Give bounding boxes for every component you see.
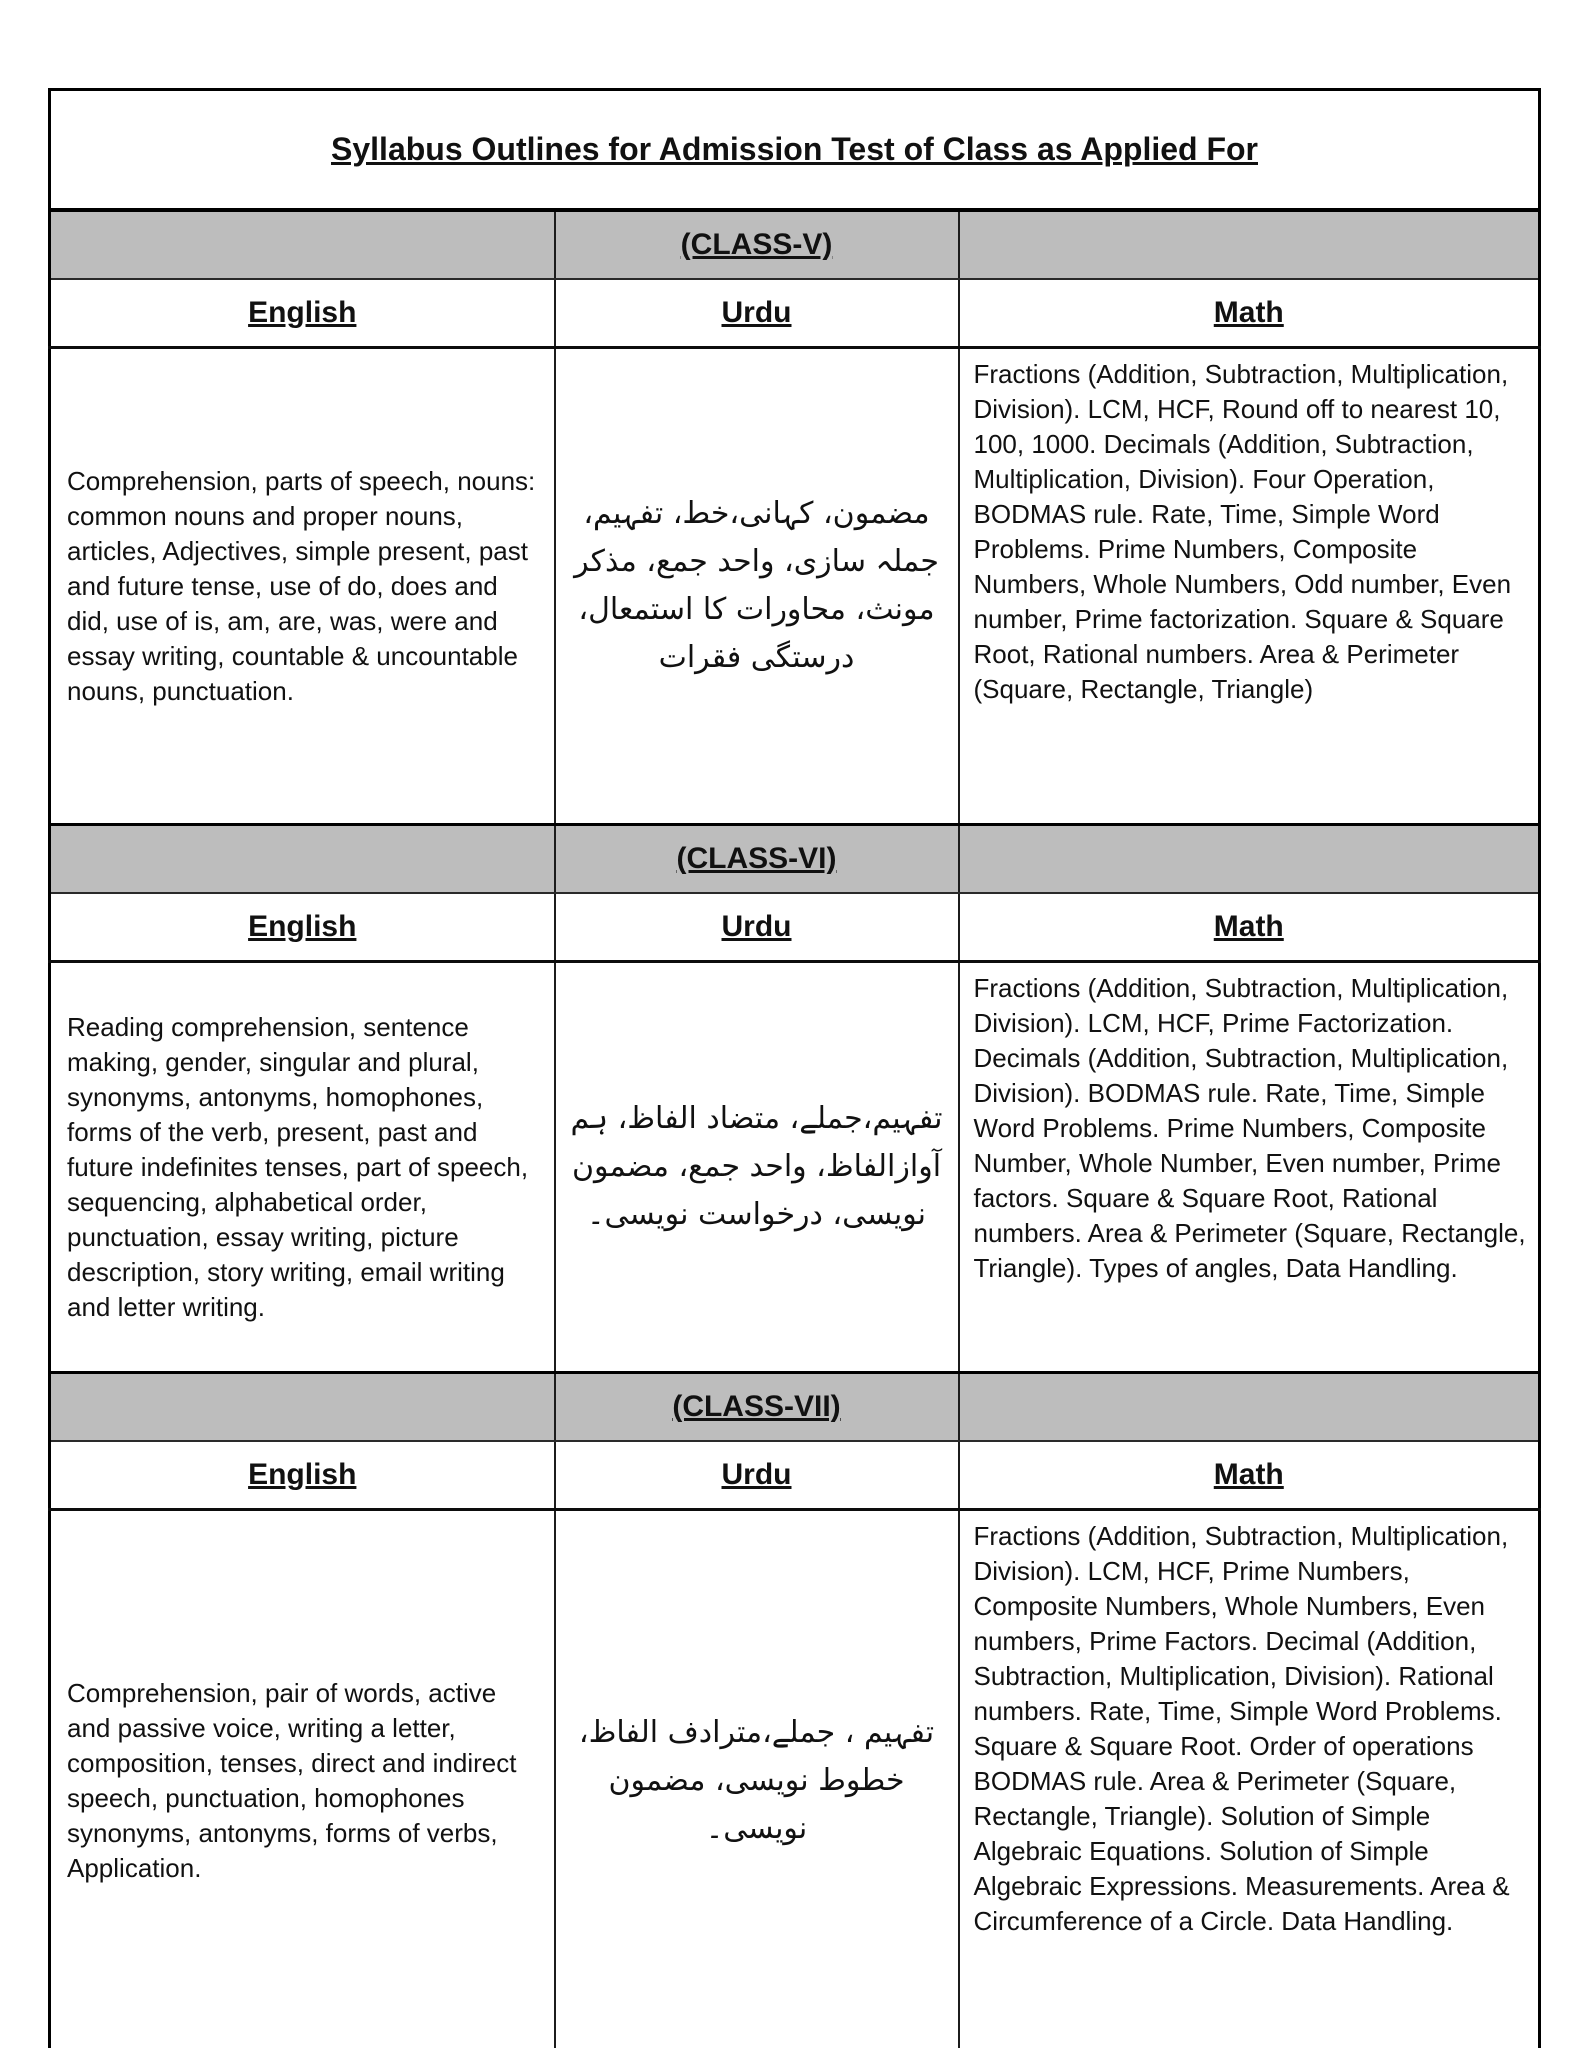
column-header-urdu: Urdu xyxy=(721,296,792,329)
column-header-english: English xyxy=(248,1458,357,1491)
header-urdu-cell xyxy=(555,893,959,962)
column-header-english: English xyxy=(248,296,357,329)
class-vi-english-cell: Reading comprehension, sentence making, gender, singular and plural, synonyms, antonyms, homophones, forms of the verb, present, past and future indefinites tenses, part of speech, sequencing, alphabetical order, punctuation, essay writing, picture description, story writing, email writing and letter writing. xyxy=(50,962,555,1373)
section-spacer-left xyxy=(50,1373,555,1442)
header-math-cell xyxy=(959,279,1540,348)
header-row-class-v xyxy=(50,279,1540,348)
header-urdu-cell xyxy=(555,1441,959,1510)
column-header-math: Math xyxy=(1213,1458,1284,1491)
header-row-class-vii xyxy=(50,1441,1540,1510)
column-header-urdu: Urdu xyxy=(721,910,792,943)
class-vii-urdu-cell: تفہیم ، جملے،مترادف الفاظ، خطوط نویسی، مضمون نویسی۔ xyxy=(555,1510,959,2048)
section-spacer-right xyxy=(959,1373,1540,1442)
section-spacer-left xyxy=(50,825,555,894)
header-math-cell xyxy=(959,893,1540,962)
column-header-math: Math xyxy=(1213,296,1284,329)
class-vii-label: (CLASS-VII) xyxy=(672,1390,841,1423)
section-spacer-right xyxy=(959,825,1540,894)
class-v-math-cell: Fractions (Addition, Subtraction, Multiplication, Division). LCM, HCF, Round off to nearest 10, 100, 1000. Decimals (Addition, Subtraction, Multiplication, Division). Four Operation, BODMAS rule. Rate, Time, Simple Word Problems. Prime Numbers, Composite Numbers, Whole Numbers, Odd number, Even number, Prime factorization. Square & Square Root, Rational numbers. Area & Perimeter (Square, Rectangle, Triangle) xyxy=(959,348,1540,825)
content-row-class-v xyxy=(50,348,1540,825)
header-english-cell xyxy=(50,279,555,348)
section-spacer-right xyxy=(959,210,1540,279)
content-row-class-vi xyxy=(50,962,1540,1373)
header-row-class-vi xyxy=(50,893,1540,962)
class-v-label-cell xyxy=(555,210,959,279)
title-cell xyxy=(50,90,1540,211)
class-vii-math-cell: Fractions (Addition, Subtraction, Multiplication, Division). LCM, HCF, Prime Numbers, Composite Numbers, Whole Numbers, Even numbers, Prime Factors. Decimal (Addition, Subtraction, Multiplication, Division). Rational numbers. Rate, Time, Simple Word Problems. Square & Square Root. Order of operations BODMAS rule. Area & Perimeter (Square, Rectangle, Triangle). Solution of Simple Algebraic Equations. Solution of Simple Algebraic Expressions. Measurements. Area & Circumference of a Circle. Data Handling. xyxy=(959,1510,1540,2048)
header-urdu-cell xyxy=(555,279,959,348)
class-v-urdu-cell: مضمون، کہانی،خط، تفہیم، جملہ سازی، واحد جمع، مذکر مونث، محاورات کا استمعال، درستگی فقرات xyxy=(555,348,959,825)
section-spacer-left xyxy=(50,210,555,279)
section-row-class-vii xyxy=(50,1373,1540,1442)
class-vi-math-cell: Fractions (Addition, Subtraction, Multiplication, Division). LCM, HCF, Prime Factorization. Decimals (Addition, Subtraction, Multiplication, Division). BODMAS rule. Rate, Time, Simple Word Problems. Prime Numbers, Composite Number, Whole Number, Even number, Prime factors. Square & Square Root, Rational numbers. Area & Perimeter (Square, Rectangle, Triangle). Types of angles, Data Handling. xyxy=(959,962,1540,1373)
class-vii-label-cell xyxy=(555,1373,959,1442)
column-header-urdu: Urdu xyxy=(721,1458,792,1491)
class-vi-label-cell xyxy=(555,825,959,894)
section-row-class-v xyxy=(50,210,1540,279)
column-header-math: Math xyxy=(1213,910,1284,943)
section-row-class-vi xyxy=(50,825,1540,894)
page-title: Syllabus Outlines for Admission Test of Class as Applied For xyxy=(331,131,1258,167)
class-vii-english-cell: Comprehension, pair of words, active and passive voice, writing a letter, composition, tenses, direct and indirect speech, punctuation, homophones synonyms, antonyms, forms of verbs, Application. xyxy=(50,1510,555,2048)
title-row xyxy=(50,90,1540,211)
class-v-label: (CLASS-V) xyxy=(680,228,833,261)
content-row-class-vii xyxy=(50,1510,1540,2048)
column-header-english: English xyxy=(248,910,357,943)
class-vi-label: (CLASS-VI) xyxy=(676,842,837,875)
header-english-cell xyxy=(50,893,555,962)
class-vi-urdu-cell: تفہیم،جملے، متضاد الفاظ، ہم آوازالفاظ، واحد جمع، مضمون نویسی، درخواست نویسی۔ xyxy=(555,962,959,1373)
header-math-cell xyxy=(959,1441,1540,1510)
class-v-english-cell: Comprehension, parts of speech, nouns: common nouns and proper nouns, articles, Adjectives, simple present, past and future tense, use of do, does and did, use of is, am, are, was, were and essay writing, countable & uncountable nouns, punctuation. xyxy=(50,348,555,825)
syllabus-table xyxy=(48,88,1541,2048)
header-english-cell xyxy=(50,1441,555,1510)
